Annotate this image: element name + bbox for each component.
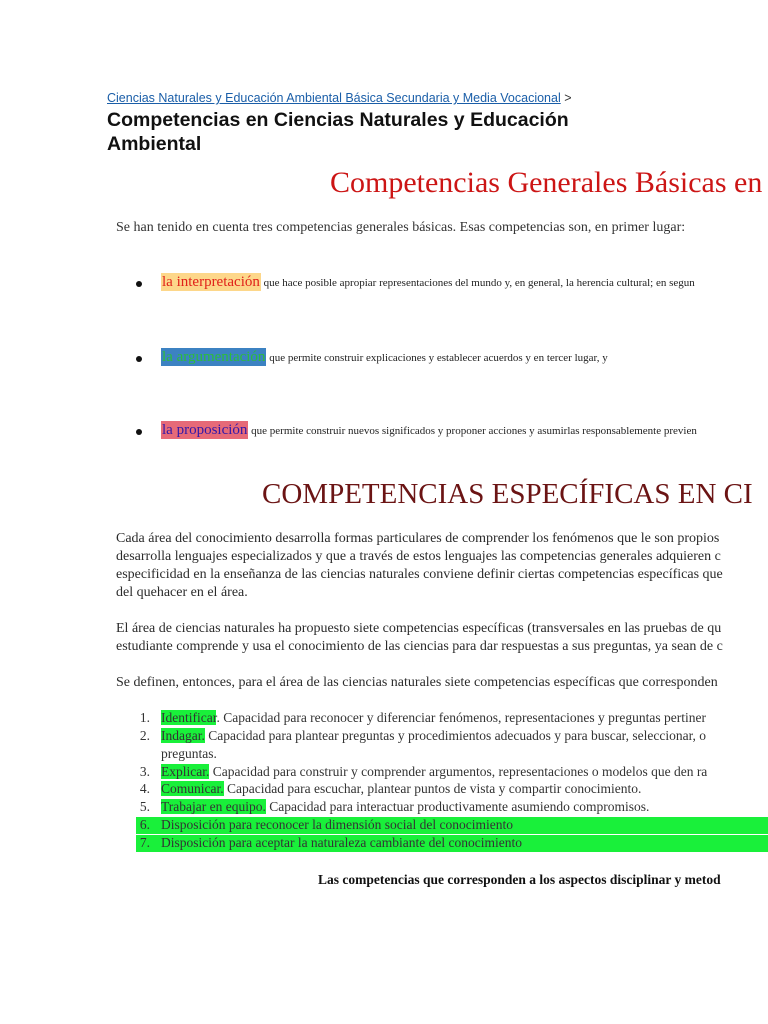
intro-text: Se han tenido en cuenta tres competencias generales básicas. Esas competencias son, en primer lugar: (116, 220, 686, 235)
term-explicar: Explicar. (161, 764, 210, 779)
list-number: 1. (139, 710, 150, 725)
paragraph-line: El área de ciencias naturales ha propuesto siete competencias específicas (transversales en las pruebas de qu (116, 621, 722, 636)
term-comunicar: Comunicar. (161, 781, 224, 796)
list-item-proposicion (161, 422, 697, 439)
list-item-text: Capacidad para construir y comprender argumentos, representaciones o modelos que den ra (209, 764, 708, 779)
list-number: 3. (139, 764, 150, 779)
page-title: Competencias en Ciencias Naturales y Educación Ambiental (107, 109, 569, 155)
list-item: Disposición para aceptar la naturaleza cambiante del conocimiento (161, 835, 522, 850)
list-item-text: Capacidad para plantear preguntas y procedimientos adecuados y para buscar, seleccionar, o (204, 728, 707, 743)
list-item (161, 728, 706, 744)
list-item-text: que permite construir nuevos significados y proponer acciones y asumirlas responsablemente previen (251, 425, 697, 437)
list-item-interpretacion (161, 274, 695, 291)
term-proposicion: la proposición (162, 422, 248, 438)
term-identificar: Identificar (161, 710, 217, 725)
breadcrumb-separator: > (564, 91, 572, 105)
list-item-argumentacion (161, 349, 608, 366)
list-number: 2. (139, 728, 150, 743)
paragraph-line: del quehacer en el área. (116, 585, 248, 600)
heading-general-competencies: Competencias Generales Básicas en (330, 166, 763, 199)
bullet-dot (136, 356, 142, 362)
list-item (161, 799, 649, 815)
paragraph-line: especificidad en la enseñanza de las ciencias naturales conviene definir ciertas competencias específicas que (116, 567, 723, 582)
heading-specific-competencies: COMPETENCIAS ESPECÍFICAS EN CI (262, 478, 753, 510)
list-number: 6. (139, 817, 150, 832)
list-item-text: Capacidad para escuchar, plantear puntos de vista y compartir conocimiento. (223, 781, 642, 796)
term-indagar: Indagar. (161, 728, 205, 743)
term-trabajar-en-equipo: Trabajar en equipo. (161, 799, 266, 814)
breadcrumb-link[interactable]: Ciencias Naturales y Educación Ambiental Básica Secundaria y Media Vocacional (107, 91, 561, 105)
paragraph-line: Se definen, entonces, para el área de las ciencias naturales siete competencias específicas que corresponden (116, 675, 718, 690)
list-item-continuation: preguntas. (161, 746, 217, 761)
paragraph-line: estudiante comprende y usa el conocimiento de las ciencias para dar respuestas a sus preguntas, ya sean de c (116, 639, 723, 654)
list-item-text: . Capacidad para reconocer y diferenciar fenómenos, representaciones y preguntas pertiner (216, 710, 706, 725)
paragraph-line: Cada área del conocimiento desarrolla formas particulares de comprender los fenómenos que le son propios (116, 531, 720, 546)
closing-statement: Las competencias que corresponden a los aspectos disciplinar y metod (318, 872, 721, 887)
list-item: Disposición para reconocer la dimensión social del conocimiento (161, 817, 514, 832)
term-argumentacion: la argumentación (162, 349, 266, 365)
term-interpretacion: la interpretación (162, 274, 260, 290)
list-item (161, 710, 706, 726)
list-item (161, 764, 707, 780)
list-item-text: que hace posible apropiar representaciones del mundo y, en general, la herencia cultural; en segun (263, 277, 695, 289)
list-number: 7. (139, 835, 150, 850)
paragraph-line: desarrolla lenguajes especializados y que a través de estos lenguajes las competencias generales adquieren c (116, 549, 721, 564)
list-number: 4. (139, 781, 150, 796)
list-number: 5. (139, 799, 150, 814)
bullet-dot (136, 429, 142, 435)
breadcrumb (107, 91, 572, 105)
list-item-text: que permite construir explicaciones y establecer acuerdos y en tercer lugar, y (269, 352, 608, 364)
list-item-text: Capacidad para interactuar productivamente asumiendo compromisos. (265, 799, 650, 814)
list-item (161, 781, 641, 797)
bullet-dot (136, 281, 142, 287)
